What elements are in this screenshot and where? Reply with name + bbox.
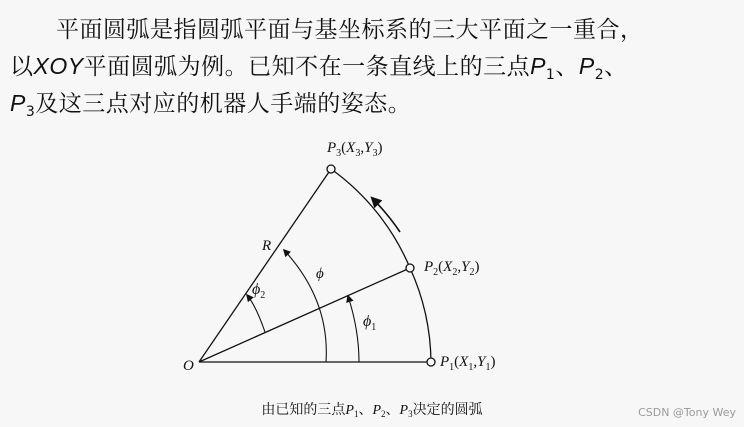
main-arc — [331, 169, 431, 362]
point-p3-letter: P — [10, 90, 26, 116]
para-line2-mid: 平面圆弧为例。已知不在一条直线上的三点 — [83, 54, 531, 80]
watermark: CSDN @Tony Wey — [638, 406, 736, 419]
caption-p2-sub: 2 — [381, 409, 386, 419]
point-p1-marker — [427, 358, 435, 366]
point-p1-letter: P — [530, 53, 546, 79]
label-phi1: $\phi_1$ — [363, 313, 377, 333]
point-p2-marker — [406, 264, 414, 272]
caption-p2-letter: P — [372, 403, 382, 418]
para-line2-prefix: 以 — [10, 54, 34, 80]
point-p2-letter: P — [578, 53, 595, 79]
figure-caption — [0, 399, 744, 419]
caption-suffix: 决定的圆弧 — [412, 403, 483, 418]
label-phi2: $\phi_2$ — [252, 281, 266, 301]
arc-direction-arrow — [372, 198, 400, 232]
separator: 、 — [555, 54, 579, 80]
caption-separator: 、 — [358, 403, 373, 418]
caption-separator: 、 — [385, 403, 400, 418]
label-radius: R — [262, 238, 272, 254]
point-p3-marker — [327, 165, 335, 173]
caption-p1-sub: 1 — [353, 409, 359, 419]
point-p3-sub: 3 — [25, 104, 36, 120]
label-p3: $P_3(X_3,Y_3)$ — [327, 140, 383, 159]
caption-prefix: 由已知的三点 — [261, 403, 346, 418]
label-origin: O — [183, 358, 194, 374]
angle-phi1-arc — [348, 296, 359, 362]
separator: 、 — [604, 54, 628, 80]
point-p2-sub: 2 — [594, 67, 605, 83]
plane-name: XOY — [33, 53, 84, 79]
para-line1: 平面圆弧是指圆弧平面与基坐标系的三大平面之一重合， — [56, 17, 644, 43]
caption-p3-letter: P — [399, 403, 409, 418]
caption-p3-sub: 3 — [408, 409, 413, 419]
label-p1: $P_1(X_1,Y_1)$ — [440, 354, 496, 373]
label-phi: ϕ — [316, 266, 324, 282]
label-p2: $P_2(X_2,Y_2)$ — [424, 259, 480, 278]
point-p1-sub: 1 — [545, 67, 556, 83]
para-line3-suffix: 及这三点对应的机器人手端的姿态。 — [35, 91, 412, 117]
caption-p1-letter: P — [345, 403, 354, 418]
